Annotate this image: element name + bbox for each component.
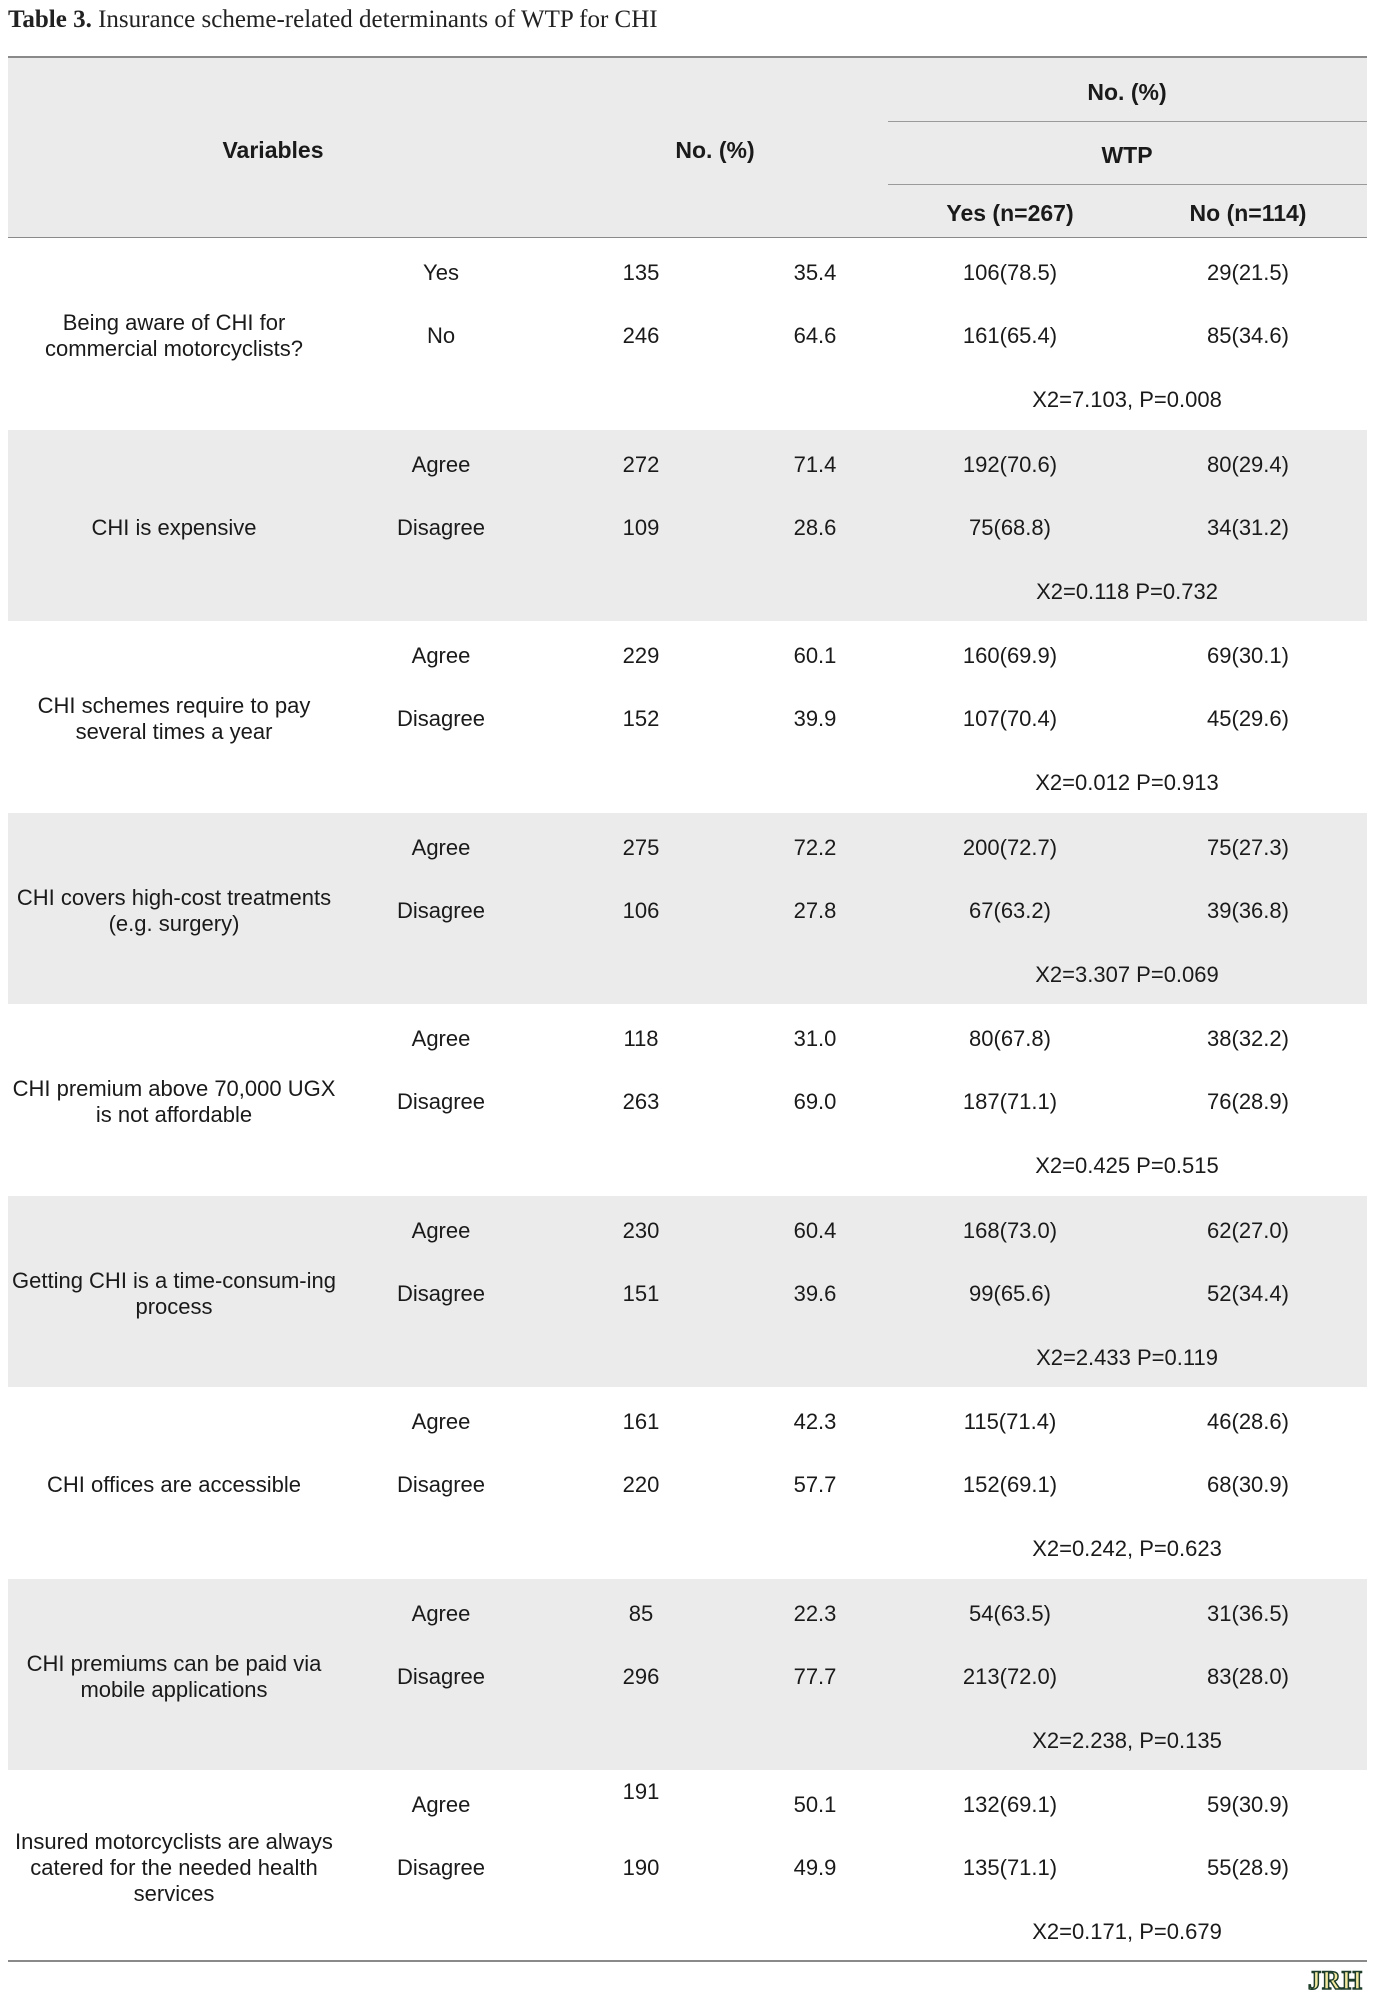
- count-cell: 275: [622, 834, 660, 860]
- wtp-yes-cell: 152(69.1): [962, 1472, 1058, 1497]
- percent-cell: 27.8: [793, 897, 837, 923]
- count-cell: 161: [622, 1409, 660, 1434]
- percent-cell: 49.9: [793, 1855, 837, 1880]
- wtp-no-cell: 76(28.9): [1207, 1089, 1289, 1114]
- wtp-yes-cell: 160(69.9): [962, 643, 1058, 668]
- wtp-no-cell: 45(29.6): [1207, 706, 1289, 731]
- chi-square-stat: X2=2.433 P=0.119: [1036, 1344, 1218, 1370]
- variable-label: CHI premiums can be paid via mobile applications: [26, 1650, 322, 1702]
- wtp-no-cell: 31(36.5): [1207, 1600, 1289, 1626]
- option-label: Disagree: [396, 1089, 486, 1114]
- wtp-yes-cell: 106(78.5): [962, 260, 1058, 285]
- chi-square-stat: X2=2.238, P=0.135: [1032, 1727, 1222, 1753]
- header-subrule-2: [888, 184, 1367, 185]
- option-label: Agree: [411, 643, 471, 668]
- count-cell: 263: [622, 1089, 660, 1114]
- percent-cell: 57.7: [793, 1472, 837, 1497]
- count-cell: 135: [622, 260, 660, 285]
- wtp-yes-cell: 187(71.1): [962, 1089, 1058, 1114]
- table-title: Insurance scheme-related determinants of WTP for CHI: [91, 6, 658, 33]
- chi-square-stat: X2=3.307 P=0.069: [1035, 961, 1219, 987]
- count-cell: 191: [622, 1779, 660, 1804]
- count-cell: 118: [623, 1026, 659, 1051]
- count-cell: 152: [622, 706, 660, 731]
- wtp-no-cell: 34(31.2): [1207, 514, 1289, 540]
- wtp-yes-cell: 161(65.4): [962, 323, 1058, 348]
- percent-cell: 64.6: [793, 323, 837, 348]
- percent-cell: 39.6: [793, 1280, 837, 1306]
- percent-cell: 50.1: [793, 1792, 837, 1817]
- percent-cell: 31.0: [793, 1026, 837, 1051]
- count-cell: 272: [622, 451, 660, 477]
- wtp-yes-cell: 99(65.6): [969, 1280, 1051, 1306]
- wtp-no-cell: 80(29.4): [1207, 451, 1289, 477]
- percent-cell: 35.4: [793, 260, 837, 285]
- wtp-yes-cell: 54(63.5): [969, 1600, 1051, 1626]
- option-label: Agree: [411, 1409, 471, 1434]
- wtp-no-cell: 85(34.6): [1207, 323, 1289, 348]
- wtp-yes-cell: 200(72.7): [962, 834, 1058, 860]
- wtp-no-cell: 69(30.1): [1207, 643, 1289, 668]
- percent-cell: 72.2: [793, 834, 837, 860]
- wtp-no-cell: 59(30.9): [1207, 1792, 1289, 1817]
- journal-logo: JRH: [1308, 1966, 1363, 1995]
- option-label: Disagree: [396, 514, 486, 540]
- header-no: No (n=114): [1189, 200, 1307, 226]
- chi-square-stat: X2=0.242, P=0.623: [1032, 1536, 1222, 1561]
- wtp-no-cell: 39(36.8): [1207, 897, 1289, 923]
- option-label: Disagree: [396, 1855, 486, 1880]
- percent-cell: 77.7: [793, 1663, 837, 1689]
- count-cell: 109: [622, 514, 660, 540]
- percent-cell: 42.3: [793, 1409, 837, 1434]
- chi-square-stat: X2=0.171, P=0.679: [1032, 1919, 1222, 1944]
- percent-cell: 39.9: [793, 706, 837, 731]
- percent-cell: 22.3: [793, 1600, 837, 1626]
- percent-cell: 69.0: [793, 1089, 837, 1114]
- wtp-yes-cell: 80(67.8): [969, 1026, 1051, 1051]
- option-label: Disagree: [396, 897, 486, 923]
- chi-square-stat: X2=0.425 P=0.515: [1035, 1153, 1219, 1178]
- wtp-yes-cell: 67(63.2): [969, 897, 1051, 923]
- percent-cell: 60.1: [793, 643, 837, 668]
- count-cell: 230: [622, 1217, 660, 1243]
- chi-square-stat: X2=0.012 P=0.913: [1035, 770, 1219, 795]
- option-label: Disagree: [396, 1280, 486, 1306]
- wtp-yes-cell: 213(72.0): [962, 1663, 1058, 1689]
- count-cell: 296: [622, 1663, 660, 1689]
- wtp-no-cell: 68(30.9): [1207, 1472, 1289, 1497]
- table-label: Table 3.: [8, 6, 92, 33]
- count-cell: 246: [622, 323, 660, 348]
- chi-square-stat: X2=7.103, P=0.008: [1032, 387, 1222, 412]
- option-label: Disagree: [396, 1663, 486, 1689]
- wtp-no-cell: 38(32.2): [1207, 1026, 1289, 1051]
- header-bottom-rule: [8, 237, 1367, 238]
- variable-label: CHI covers high-cost treatments (e.g. surgery): [16, 884, 332, 936]
- wtp-no-cell: 62(27.0): [1207, 1217, 1289, 1243]
- wtp-no-cell: 29(21.5): [1207, 260, 1289, 285]
- option-label: Agree: [411, 1217, 471, 1243]
- wtp-no-cell: 46(28.6): [1207, 1409, 1289, 1434]
- wtp-yes-cell: 75(68.8): [969, 514, 1051, 540]
- option-label: Disagree: [396, 706, 486, 731]
- option-label: Agree: [411, 834, 471, 860]
- wtp-yes-cell: 107(70.4): [962, 706, 1058, 731]
- count-cell: 220: [622, 1472, 660, 1497]
- wtp-yes-cell: 132(69.1): [962, 1792, 1058, 1817]
- chi-square-stat: X2=0.118 P=0.732: [1036, 578, 1218, 604]
- header-wtp-count-pct: No. (%): [1087, 79, 1167, 105]
- wtp-no-cell: 75(27.3): [1207, 834, 1289, 860]
- option-label: Agree: [411, 1026, 471, 1051]
- option-label: Agree: [411, 1600, 471, 1626]
- option-label: No: [426, 323, 456, 348]
- header-variables: Variables: [222, 137, 324, 163]
- wtp-yes-cell: 192(70.6): [962, 451, 1058, 477]
- count-cell: 229: [622, 643, 660, 668]
- wtp-no-cell: 83(28.0): [1207, 1663, 1289, 1689]
- count-cell: 106: [622, 897, 660, 923]
- option-label: Agree: [411, 1792, 471, 1817]
- count-cell: 151: [622, 1280, 660, 1306]
- option-label: Agree: [411, 451, 471, 477]
- percent-cell: 28.6: [793, 514, 837, 540]
- header-subrule-1: [888, 121, 1367, 122]
- percent-cell: 71.4: [793, 451, 837, 477]
- count-cell: 85: [628, 1600, 654, 1626]
- header-count-pct: No. (%): [675, 137, 755, 163]
- count-cell: 190: [622, 1855, 660, 1880]
- variable-label: CHI schemes require to pay several times a year: [37, 693, 311, 744]
- wtp-no-cell: 55(28.9): [1207, 1855, 1289, 1880]
- table-caption: [8, 6, 658, 34]
- option-label: Yes: [423, 260, 459, 285]
- percent-cell: 60.4: [793, 1217, 837, 1243]
- variable-label: Getting CHI is a time-consum-ing process: [12, 1267, 336, 1319]
- option-label: Disagree: [396, 1472, 486, 1497]
- bottom-rule: [8, 1960, 1367, 1962]
- variable-label: CHI premium above 70,000 UGX is not affordable: [12, 1076, 336, 1127]
- wtp-yes-cell: 135(71.1): [962, 1855, 1058, 1880]
- wtp-yes-cell: 168(73.0): [962, 1217, 1058, 1243]
- wtp-no-cell: 52(34.4): [1207, 1280, 1289, 1306]
- variable-label: Insured motorcyclists are always catered for the needed health services: [15, 1829, 333, 1906]
- wtp-yes-cell: 115(71.4): [963, 1409, 1057, 1434]
- variable-label: CHI is expensive: [91, 514, 257, 540]
- variable-label: Being aware of CHI for commercial motorcyclists?: [45, 310, 303, 361]
- header-yes: Yes (n=267): [946, 200, 1074, 226]
- header-wtp: WTP: [1101, 142, 1153, 168]
- variable-label: CHI offices are accessible: [47, 1472, 301, 1497]
